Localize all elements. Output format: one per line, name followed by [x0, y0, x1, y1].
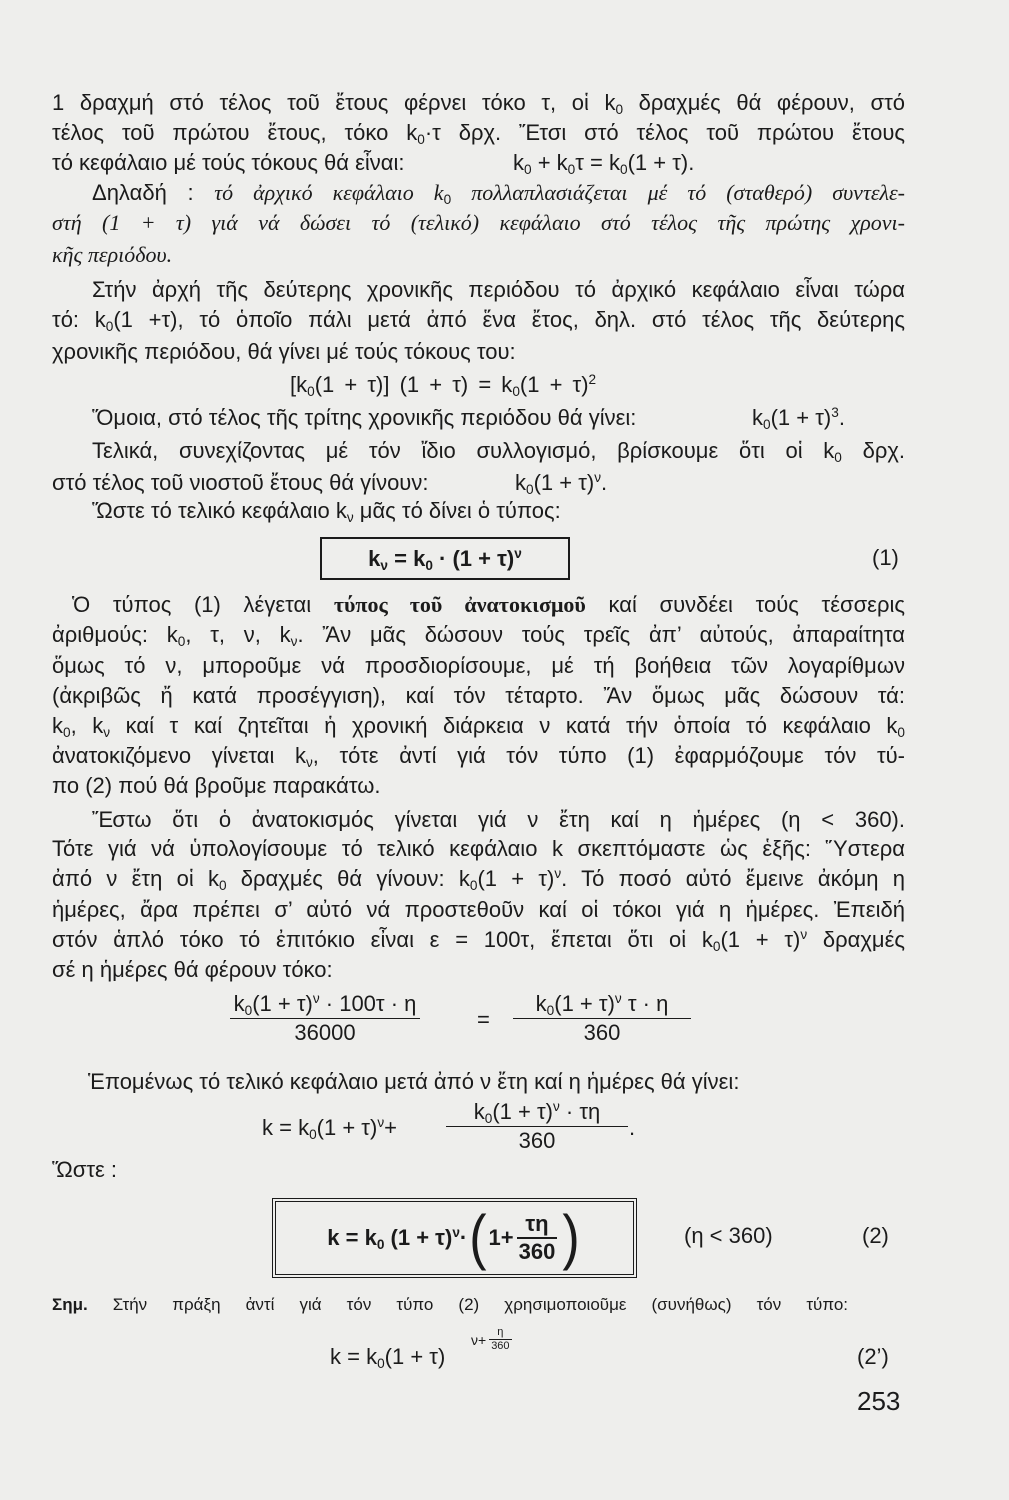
text-line — [92, 403, 636, 433]
subscript: 0 — [443, 192, 452, 208]
subscript: 0 — [484, 1111, 493, 1127]
text-run: · (1 + τ) — [432, 545, 515, 571]
subscript: ν — [103, 725, 111, 741]
equation-number — [862, 1221, 889, 1251]
text-run: μᾶς τό δίνει ὁ τύπος: — [353, 498, 561, 523]
text-run: k — [513, 150, 524, 175]
page-number: 253 — [857, 1386, 901, 1416]
text-run: Ὅμοια, στό τέλος τῆς τρίτης χρονικῆς περιόδου θά γίνει: — [92, 405, 637, 430]
text-run: Στήν πράξη ἀντί γιά τόν τύπο (2) χρησιμοποιοῦμε (συνήθως) τόν τύπο: — [87, 1295, 848, 1314]
italic-text: στή (1 + τ) γιά νά δώσει τό (τελικό) κεφάλαιο στό τέλος τῆς πρώτης χρονι- — [52, 210, 905, 235]
text-run: k = k — [327, 1225, 377, 1250]
text-run: (1) — [872, 545, 899, 570]
text-line — [52, 955, 333, 985]
formula-exponent — [471, 1326, 515, 1353]
text-run: , τ, ν, k — [185, 622, 291, 647]
text-line — [92, 178, 905, 208]
subscript: 0 — [177, 634, 186, 650]
text-run: 360 — [491, 1340, 510, 1352]
text-line — [52, 681, 905, 711]
fraction — [513, 990, 691, 1047]
subscript: 0 — [309, 1127, 317, 1143]
text-run: (1 +τ), τό ὁποῖο πάλι μετά ἀπό ἕνα ἔτος, δηλ. στό τέλος τῆς δεύτερης — [113, 307, 905, 332]
text-run: ἀνατοκιζόμενο γίνεται k — [52, 743, 306, 768]
text-run: + — [384, 1115, 397, 1140]
text-run: = k — [388, 545, 426, 571]
subscript: 0 — [218, 878, 227, 894]
equation-number — [857, 1342, 889, 1372]
text-run: = — [477, 1007, 490, 1032]
text-run: (1 + τ) — [492, 1099, 553, 1124]
text-run: τό: k — [52, 307, 106, 332]
text-run: Ὥστε τό τελικό κεφάλαιο k — [92, 498, 347, 523]
italic-text: κῆς περιόδου. — [52, 242, 173, 267]
superscript: ν — [554, 865, 562, 881]
text-run: · 100τ · η — [319, 991, 417, 1016]
text-run: σέ η ἡμέρες θά φέρουν τόκο: — [52, 957, 333, 982]
text-line — [52, 864, 905, 894]
superscript: ν — [800, 926, 808, 942]
subscript: 0 — [526, 482, 534, 498]
superscript: ν — [614, 990, 622, 1006]
fraction — [489, 1326, 511, 1353]
equals-sign — [477, 1005, 490, 1035]
text-line — [52, 1155, 117, 1185]
superscript: ν — [452, 1224, 460, 1240]
fraction — [446, 1098, 628, 1155]
text-run: τη — [525, 1211, 549, 1236]
text-run: . — [601, 470, 608, 495]
text-run: η — [497, 1326, 504, 1338]
text-run: · — [459, 1225, 468, 1250]
text-line — [52, 925, 905, 955]
text-run: 360 — [583, 1020, 621, 1045]
fraction — [517, 1211, 558, 1265]
fraction-denominator — [489, 1339, 511, 1353]
subscript: 0 — [712, 939, 721, 955]
text-run: (2’) — [857, 1344, 889, 1369]
superscript: ν — [514, 545, 522, 561]
text-run: ἀπό ν ἔτη οἱ k — [52, 866, 219, 891]
text-run: (1 + τ) — [316, 1115, 378, 1140]
text-line — [92, 436, 905, 466]
formula — [327, 1225, 467, 1251]
subscript: 0 — [63, 725, 71, 741]
subscript: 0 — [524, 162, 532, 178]
text-run: 1 δραχμή στό τέλος τοῦ ἔτους φέρνει τόκο τ, οἱ k — [52, 90, 616, 115]
text-run: · τη — [559, 1099, 601, 1124]
text-run: (1 + τ) — [384, 1344, 446, 1369]
text-run: 360 — [518, 1239, 556, 1264]
text-run: χρονικῆς περιόδου, θά γίνει μέ τούς τόκους του: — [52, 339, 516, 364]
subscript: 0 — [244, 1003, 253, 1019]
formula — [330, 1342, 445, 1372]
subscript: 0 — [425, 557, 433, 573]
text-run: (1 + τ)] (1 + τ) = k — [314, 372, 513, 397]
text-run: [k — [290, 372, 308, 397]
text-run: (1 + τ) — [519, 372, 589, 397]
text-run: δραχμές θά γίνουν: k — [226, 866, 470, 891]
text-line — [52, 834, 905, 864]
large-parenthesis — [562, 1205, 579, 1271]
text-run: καί τ καί ζητεῖται ἡ χρονική διάρκεια ν κατά τήν ὁποία τό κεφάλαιο k — [110, 713, 898, 738]
fraction-numerator — [525, 1211, 548, 1237]
text-run: + k — [531, 150, 568, 175]
text-run: Τότε γιά νά ὑπολογίσουμε τό τελικό κεφάλαιο k σκεπτόμαστε ὡς ἑξῆς: Ὕστερα — [52, 836, 905, 861]
text-run: k = k — [330, 1344, 378, 1369]
text-run: . Τό ποσό αὐτό ἔμεινε ἀκόμη η — [561, 866, 905, 891]
subscript: 0 — [897, 725, 905, 741]
text-run: k — [233, 991, 245, 1016]
subscript: 0 — [834, 450, 842, 466]
large-parenthesis — [469, 1205, 486, 1271]
text-run: στόν ἁπλό τόκο τό ἐπιτόκιο εἶναι ε = 100τ, ἕπεται ὅτι οἱ k — [52, 927, 713, 952]
text-run: πο (2) πού θά βροῦμε παρακάτω. — [52, 773, 381, 798]
subscript: 0 — [512, 384, 520, 400]
text-line — [52, 337, 516, 367]
text-line — [72, 590, 905, 620]
note-line — [52, 1292, 848, 1318]
text-run: k — [535, 991, 547, 1016]
subscript: ν — [290, 634, 298, 650]
text-line — [52, 305, 905, 335]
text-run: τ · η — [621, 991, 669, 1016]
formula-period — [629, 1113, 635, 1143]
fraction-denominator — [446, 1126, 628, 1155]
text-run: . Ἄν μᾶς δώσουν τούς τρεῖς ἀπ’ αὐτούς, ἀπαραίτητα — [297, 622, 905, 647]
superscript: ν — [312, 990, 320, 1006]
subscript: ν — [346, 510, 354, 526]
text-run: δραχμές — [807, 927, 905, 952]
formula — [515, 468, 607, 498]
text-run: (1 + τ) — [554, 991, 615, 1016]
text-run: k — [473, 1099, 485, 1124]
text-run: δραχμές θά φέρουν, στό — [623, 90, 905, 115]
text-run: Δηλαδή : — [92, 180, 215, 205]
superscript: 2 — [588, 371, 597, 387]
text-run: Τελικά, συνεχίζοντας μέ τόν ἴδιο συλλογισμό, βρίσκουμε ὅτι οἱ k — [92, 438, 835, 463]
subscript: 0 — [417, 132, 425, 148]
subscript: 0 — [469, 878, 478, 894]
text-run: (1 + τ). — [627, 150, 695, 175]
superscript: ν — [552, 1098, 560, 1114]
formula — [513, 148, 694, 178]
subscript: 0 — [567, 162, 576, 178]
text-run: ( — [469, 1203, 487, 1273]
text-run: k = k — [262, 1115, 310, 1140]
fraction-denominator — [230, 1018, 420, 1047]
text-line — [52, 620, 905, 650]
text-line — [52, 771, 381, 801]
text-run: τ = k — [575, 150, 620, 175]
text-run: τό κεφάλαιο μέ τούς τόκους θά εἶναι: — [52, 150, 405, 175]
subscript: 0 — [307, 384, 315, 400]
text-line — [52, 88, 905, 118]
text-run: , τότε ἀντί γιά τόν τύπο (1) ἐφαρμόζουμε τόν τύ- — [312, 743, 905, 768]
subscript: 0 — [620, 162, 628, 178]
text-line — [92, 275, 905, 305]
fraction-denominator — [513, 1018, 691, 1047]
fraction-numerator — [536, 990, 669, 1018]
exponent-text — [471, 1332, 486, 1348]
text-run: (1 + τ) — [384, 1225, 453, 1250]
text-run: δρχ. — [841, 438, 905, 463]
text-run: 360 — [518, 1128, 556, 1153]
fraction-numerator — [234, 990, 417, 1018]
superscript: ν — [594, 469, 602, 485]
text-line — [52, 741, 905, 771]
italic-text: πολλαπλασιάζεται μέ τό (σταθερό) συντελε- — [451, 180, 905, 205]
formula — [489, 1225, 514, 1251]
subscript: 0 — [105, 319, 114, 335]
text-run: ) — [562, 1203, 580, 1273]
formula-condition — [684, 1221, 773, 1251]
text-line — [52, 651, 905, 681]
bold-term: τύπος τοῦ ἀνατοκισμοῦ — [333, 592, 586, 617]
text-run: Ἔστω ὅτι ὁ ἀνατοκισμός γίνεται γιά ν ἔτη καί η ἡμέρες (η < 360). — [92, 807, 905, 832]
formula — [752, 403, 845, 433]
text-run: καί συνδέει τούς τέσσερις — [585, 592, 905, 617]
text-line — [52, 711, 905, 741]
fraction-denominator — [517, 1237, 558, 1265]
fraction-numerator — [497, 1326, 503, 1339]
text-line — [88, 1067, 739, 1097]
text-line — [52, 240, 172, 270]
subscript: 0 — [546, 1003, 555, 1019]
text-run: , k — [70, 713, 104, 738]
text-line — [92, 496, 561, 526]
text-run: k — [752, 405, 763, 430]
text-run: 1+ — [488, 1225, 514, 1250]
text-run: (1 + τ) — [720, 927, 801, 952]
text-line — [52, 148, 405, 178]
subscript: 0 — [377, 1356, 385, 1372]
text-run: ·τ δρχ. Ἔτσι στό τέλος τοῦ πρώτου ἔτους — [424, 120, 905, 145]
text-run: . — [629, 1115, 636, 1140]
subscript: ν — [380, 557, 388, 573]
text-run: ν+ — [471, 1331, 487, 1348]
text-run: Ἑπομένως τό τελικό κεφάλαιο μετά ἀπό ν ἔτη καί η ἡμέρες θά γίνει: — [88, 1069, 740, 1094]
text-run: k — [368, 545, 381, 571]
text-line — [92, 805, 905, 835]
subscript: 0 — [615, 102, 624, 118]
boxed-formula-final-capital — [272, 1198, 637, 1278]
text-run: k — [515, 470, 526, 495]
text-run: στό τέλος τοῦ νιοστοῦ ἔτους θά γίνουν: — [52, 470, 429, 495]
superscript: 3 — [831, 404, 839, 420]
text-run: (η < 360) — [684, 1223, 773, 1248]
text-run: (1 + τ) — [770, 405, 832, 430]
fraction-numerator — [474, 1098, 601, 1126]
text-line — [52, 208, 905, 238]
text-line — [52, 118, 905, 148]
text-run: (1 + τ) — [533, 470, 595, 495]
text-run: Ὁ τύπος (1) λέγεται — [72, 592, 334, 617]
bold-term: Σημ. — [52, 1295, 88, 1314]
text-run: (1 + τ) — [252, 991, 313, 1016]
text-run: Στήν ἀρχή τῆς δεύτερης χρονικῆς περιόδου τό ἀρχικό κεφάλαιο εἶναι τώρα — [92, 277, 905, 302]
formula — [290, 370, 596, 400]
subscript: 0 — [376, 1237, 385, 1253]
text-run: ὅμως τό ν, μποροῦμε νά προσδιορίσουμε, μέ τή βοήθεια τῶν λογαρίθμων — [52, 653, 905, 678]
text-run: (ἀκριβῶς ἤ κατά προσέγγιση), καί τόν τέταρτο. Ἄν ὅμως μᾶς δώσουν τά: — [52, 683, 905, 708]
subscript: ν — [305, 755, 313, 771]
text-run: (2) — [862, 1223, 889, 1248]
formula — [368, 546, 522, 572]
subscript: 0 — [763, 417, 771, 433]
text-run: Ὥστε : — [52, 1157, 118, 1182]
text-run: (1 + τ) — [477, 866, 555, 891]
formula — [262, 1113, 397, 1143]
fraction — [230, 990, 420, 1047]
superscript: ν — [377, 1114, 385, 1130]
text-run: k — [52, 713, 63, 738]
text-run: ἀριθμούς: k — [52, 622, 178, 647]
text-line — [52, 895, 905, 925]
text-run: τέλος τοῦ πρώτου ἔτους, τόκο k — [52, 120, 418, 145]
equation-number — [872, 543, 899, 573]
text-run: . — [838, 405, 845, 430]
boxed-formula-compound-interest — [320, 537, 570, 580]
italic-text: τό ἀρχικό κεφάλαιο k — [214, 180, 444, 205]
text-run: ἡμέρες, ἄρα πρέπει σ’ αὐτό νά προστεθοῦν καί οἱ τόκοι γιά η ἡμέρες. Ἐπειδή — [52, 897, 905, 922]
text-run: 36000 — [294, 1020, 356, 1045]
text-line — [52, 468, 428, 498]
